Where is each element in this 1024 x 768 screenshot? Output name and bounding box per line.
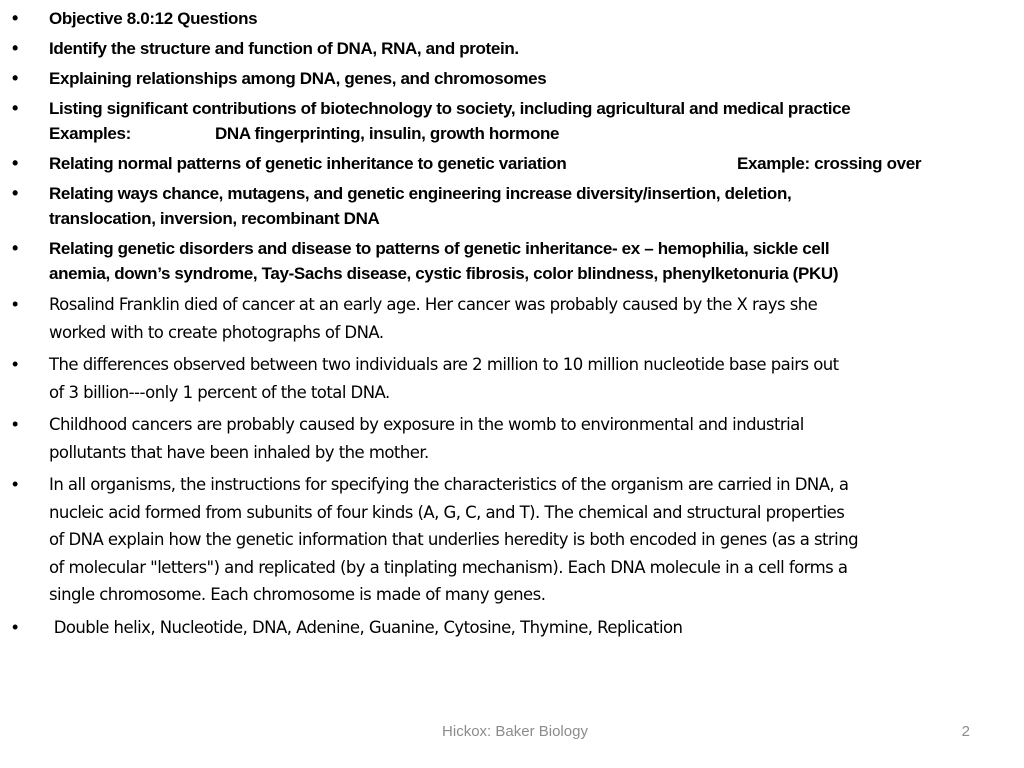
bullet-marker: • xyxy=(12,153,18,173)
bullet-relating-disorders xyxy=(10,236,1015,286)
bullet-text: Relating normal patterns of genetic inheritance to genetic variation xyxy=(49,154,567,173)
bullet-line: Objective 8.0:12 Questions xyxy=(49,9,258,28)
bullet-line: worked with to create photographs of DNA. xyxy=(49,322,384,342)
footer-text: Hickox: Baker Biology xyxy=(442,723,588,740)
bullet-listing xyxy=(10,96,1015,146)
bullet-line: Listing significant contributions of biotechnology to society, including agricultural and medical practice xyxy=(49,99,851,118)
bullet-marker: • xyxy=(12,616,18,637)
bullet-marker: • xyxy=(12,238,18,258)
bullet-differences xyxy=(10,351,1015,406)
bullet-marker: • xyxy=(12,294,18,314)
page-number: 2 xyxy=(961,723,970,740)
bullet-line: The differences observed between two individuals are 2 million to 10 million nucleotide base pairs out xyxy=(49,355,839,374)
bullet-line: Childhood cancers are probably caused by exposure in the womb to environmental and industrial xyxy=(49,415,804,434)
slide-body xyxy=(10,6,1015,646)
bullet-line: single chromosome. Each chromosome is made of many genes. xyxy=(49,585,546,604)
bullet-childhood-cancers xyxy=(10,411,1015,466)
bullet-line: Double helix, Nucleotide, DNA, Adenine, Guanine, Cytosine, Thymine, Replication xyxy=(49,617,683,637)
bullet-all-organisms xyxy=(10,471,1015,609)
bullet-rosalind-franklin xyxy=(10,291,1015,346)
bullet-marker: • xyxy=(12,474,18,494)
examples-text: DNA fingerprinting, insulin, growth hormone xyxy=(215,124,560,143)
bullet-relating-ways xyxy=(10,181,1015,231)
bullet-line: In all organisms, the instructions for specifying the characteristics of the organism are carried in DNA, a xyxy=(49,475,849,494)
bullet-marker: • xyxy=(12,38,18,58)
bullet-line: Rosalind Franklin died of cancer at an early age. Her cancer was probably caused by the X rays she xyxy=(49,295,818,314)
bullet-objective xyxy=(10,6,1015,31)
bullet-marker: • xyxy=(12,98,18,118)
bullet-line: of 3 billion---only 1 percent of the total DNA. xyxy=(49,382,390,402)
bullet-line: of DNA explain how the genetic information that underlies heredity is both encoded in genes (as a string xyxy=(49,530,859,549)
bullet-line: Relating ways chance, mutagens, and genetic engineering increase diversity/insertion, deletion, xyxy=(49,184,792,203)
bullet-marker: • xyxy=(12,8,18,28)
bullet-vocabulary xyxy=(10,614,1015,642)
bullet-line: anemia, down’s syndrome, Tay-Sachs disease, cystic fibrosis, color blindness, phenylketonuria (PKU) xyxy=(49,264,839,283)
bullet-line: Identify the structure and function of DNA, RNA, and protein. xyxy=(49,39,519,58)
bullet-relating-normal xyxy=(10,151,1015,176)
bullet-marker: • xyxy=(12,354,18,374)
bullet-line: translocation, inversion, recombinant DNA xyxy=(49,209,380,228)
bullet-line: pollutants that have been inhaled by the mother. xyxy=(49,442,429,462)
example-label: Example: crossing over xyxy=(737,154,922,173)
bullet-line xyxy=(49,151,1015,176)
bullet-marker: • xyxy=(12,414,18,434)
bullet-line: of molecular "letters") and replicated (by a tinplating mechanism). Each DNA molecule in a cell forms a xyxy=(49,557,848,577)
bullet-marker: • xyxy=(12,68,18,88)
examples-label: Examples: xyxy=(49,124,131,143)
bullet-explaining xyxy=(10,66,1015,91)
bullet-line: nucleic acid formed from subunits of four kinds (A, G, C, and T). The chemical and structural properties xyxy=(49,502,845,522)
bullet-line: Explaining relationships among DNA, genes, and chromosomes xyxy=(49,69,547,88)
examples-line xyxy=(49,121,1015,146)
bullet-marker: • xyxy=(12,183,18,203)
bullet-line: Relating genetic disorders and disease to patterns of genetic inheritance- ex – hemophilia, sickle cell xyxy=(49,239,830,258)
bullet-identify xyxy=(10,36,1015,61)
bullet-list xyxy=(10,6,1015,641)
